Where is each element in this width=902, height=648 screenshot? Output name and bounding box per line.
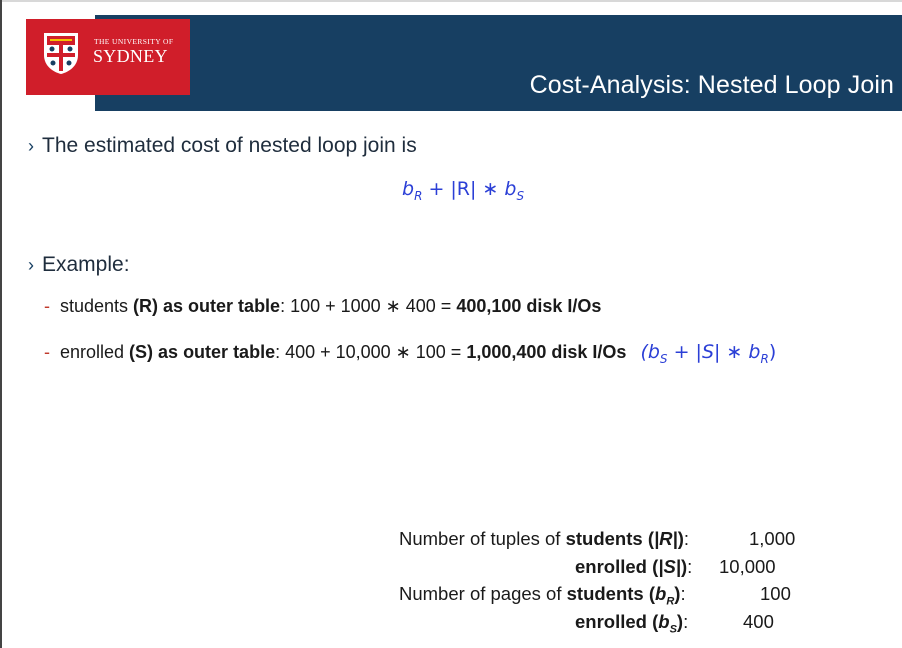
stat2-bold: enrolled ( — [575, 556, 659, 577]
dash-marker: - — [44, 296, 50, 316]
university-logo — [26, 19, 190, 95]
stat1-ital: |R| — [653, 528, 678, 549]
example1-calc: : 100 + 1000 ∗ 400 = — [280, 296, 457, 316]
stat4-colon: : — [683, 611, 689, 632]
formula-S-sub: S — [516, 188, 525, 203]
stat3-sub: R — [666, 595, 675, 608]
bullet-example-text: Example: — [42, 253, 130, 276]
formula-b: b — [402, 178, 415, 200]
example1-bold1: (R) as outer table — [133, 296, 281, 316]
logo-line-2: SYDNEY — [93, 46, 168, 66]
bullet-cost — [28, 134, 417, 158]
stat4-sub: S — [669, 623, 677, 636]
stat1-bold: students ( — [565, 528, 654, 549]
chevron-right-icon: › — [28, 136, 34, 156]
example1-result: 400,100 disk I/Os — [456, 296, 602, 316]
example2-pre: enrolled — [60, 342, 130, 362]
top-rule — [0, 0, 902, 2]
example1-pre: students — [60, 296, 134, 316]
stat4-value: 400 — [743, 611, 774, 632]
logo-line-1: THE UNIVERSITY OF — [94, 37, 174, 46]
example2-bold1: (S) as outer table — [129, 342, 276, 362]
formula-R-sub: R — [414, 188, 423, 203]
example2-result: 1,000,400 disk I/Os — [466, 342, 627, 362]
formula-mid: + |R| ∗ — [422, 178, 505, 200]
ef-open: (b — [640, 341, 660, 363]
ef-S-sub: S — [659, 351, 668, 366]
ef-mid: + |S| ∗ b — [667, 341, 761, 363]
left-frame-line — [0, 0, 2, 648]
formula-b2: b — [504, 178, 517, 200]
cost-formula — [402, 178, 524, 203]
crest-icon — [42, 31, 80, 75]
stat3-colon: : — [680, 583, 686, 604]
example-enrolled — [44, 341, 776, 366]
example-students — [44, 296, 601, 317]
stat4-bold-end: ) — [676, 611, 684, 632]
stat3-label: Number of pages of — [399, 583, 567, 604]
stat-pages-enrolled — [575, 611, 774, 636]
enrolled-formula — [640, 341, 777, 366]
stat3-value: 100 — [760, 583, 791, 604]
ef-R-sub: R — [760, 351, 769, 366]
stat3-bold: students ( — [566, 583, 656, 604]
chevron-right-icon: › — [28, 255, 34, 275]
dash-marker: - — [44, 342, 50, 362]
stat1-label: Number of tuples of — [399, 528, 566, 549]
stat1-bold-end: ) — [677, 528, 684, 549]
stat2-colon: : — [687, 556, 693, 577]
stat-pages-students — [399, 583, 791, 608]
stat1-colon: : — [683, 528, 690, 549]
stat2-value: 10,000 — [719, 556, 776, 577]
example2-calc: : 400 + 10,000 ∗ 100 = — [275, 342, 467, 362]
stat1-value: 1,000 — [749, 528, 796, 549]
stat2-ital: |S| — [658, 556, 681, 577]
bullet-example — [28, 253, 130, 277]
stat4-ital: b — [658, 611, 670, 632]
stat3-ital: b — [655, 583, 667, 604]
stat-tuples-enrolled — [575, 556, 776, 578]
stat4-bold: enrolled ( — [575, 611, 659, 632]
stat3-bold-end: ) — [674, 583, 681, 604]
stat2-bold-end: ) — [680, 556, 688, 577]
ef-close: ) — [768, 341, 777, 363]
stat-tuples-students — [399, 528, 796, 550]
title-bar — [95, 15, 902, 111]
bullet-cost-text: The estimated cost of nested loop join is — [42, 134, 417, 157]
slide-title: Cost-Analysis: Nested Loop Join — [529, 71, 894, 99]
